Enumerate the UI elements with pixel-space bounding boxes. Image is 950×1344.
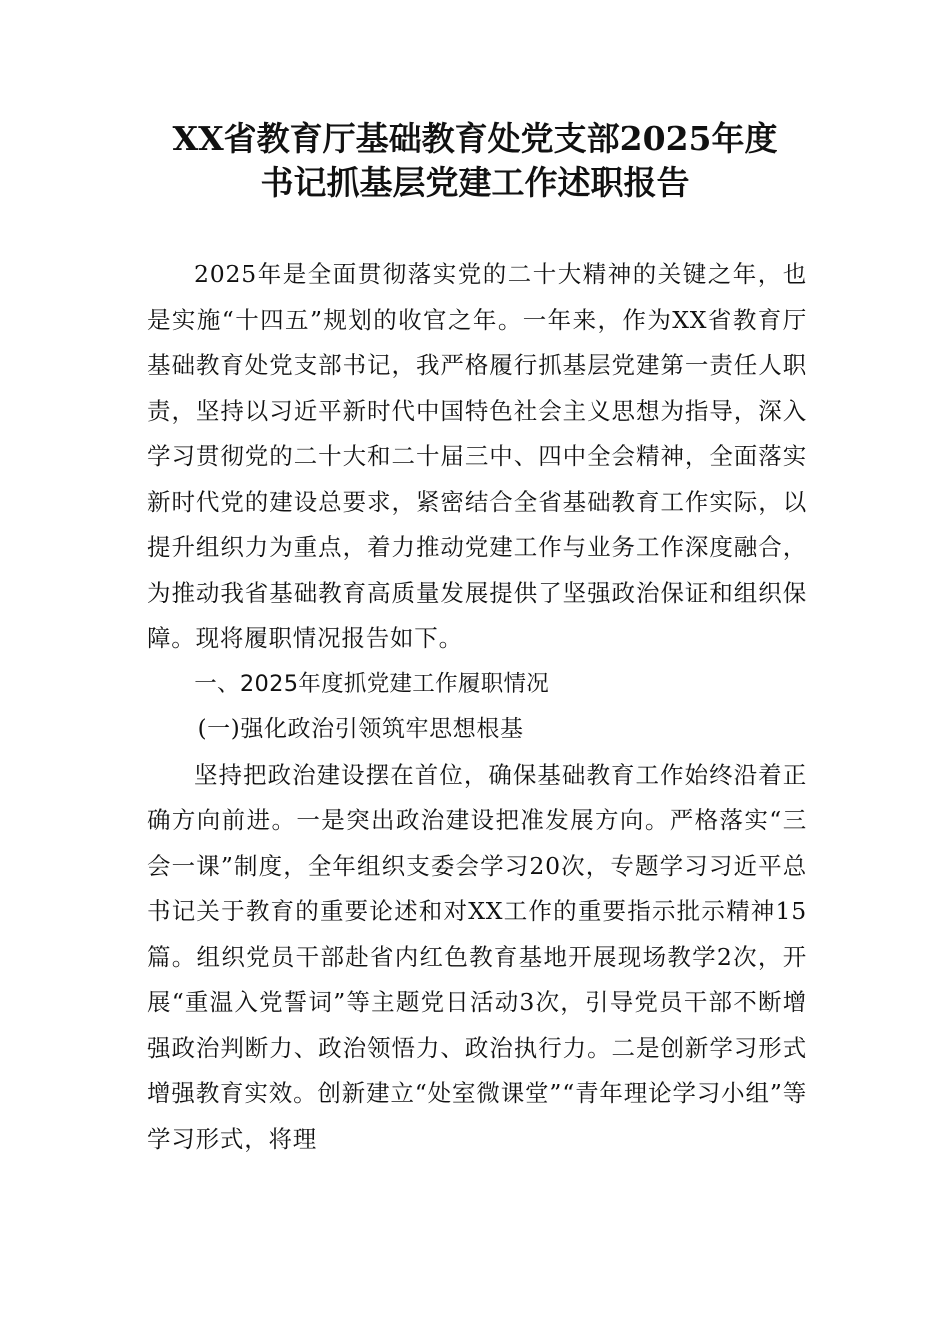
- section-heading: 一、2025年度抓党建工作履职情况: [194, 670, 550, 697]
- document-body: [147, 252, 807, 1162]
- subsection-paragraph: 坚持把政治建设摆在首位，确保基础教育工作始终沿着正确方向前进。一是突出政治建设把准发展方向。严格落实“三会一课”制度，全年组织支委会学习20次，专题学习习近平总书记关于教育的重要论述和对XX工作的重要指示批示精神15篇。组织党员干部赴省内红色教育基地开展现场教学2次，开展“重温入党誓词”等主题党日活动3次，引导党员干部不断增强政治判断力、政治领悟力、政治执行力。二是创新学习形式增强教育实效。创新建立“处室微课堂”“青年理论学习小组”等学习形式，将理: [147, 760, 807, 1153]
- document-title-line-2: 书记抓基层党建工作述职报告: [260, 163, 690, 202]
- document-title-line-1: XX省教育厅基础教育处党支部2025年度: [172, 119, 778, 158]
- subsection-heading: (一)强化政治引领筑牢思想根基: [197, 716, 524, 742]
- intro-paragraph: 2025年是全面贯彻落实党的二十大精神的关键之年，也是实施“十四五”规划的收官之年。一年来，作为XX省教育厅基础教育处党支部书记，我严格履行抓基层党建第一责任人职责，坚持以习近平新时代中国特色社会主义思想为指导，深入学习贯彻党的二十大和二十届三中、四中全会精神，全面落实新时代党的建设总要求，紧密结合全省基础教育工作实际，以提升组织力为重点，着力推动党建工作与业务工作深度融合，为推动我省基础教育高质量发展提供了坚强政治保证和组织保障。现将履职情况报告如下。: [147, 260, 807, 652]
